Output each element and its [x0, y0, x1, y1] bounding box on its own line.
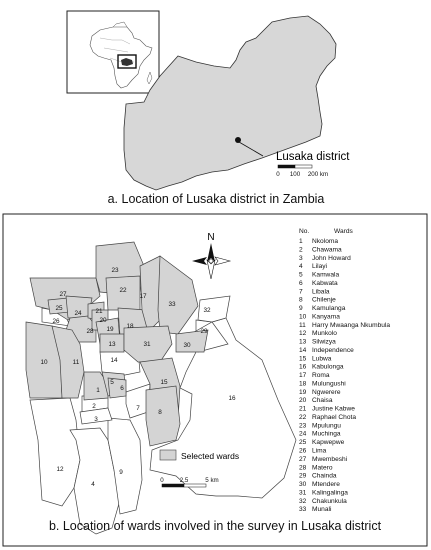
ward-table-name: Kabwata	[312, 279, 338, 287]
ward-table-no: 11	[299, 321, 306, 329]
map-legend	[160, 450, 239, 461]
ward-label-2: 2	[92, 403, 96, 410]
lusaka-district-marker	[235, 137, 241, 143]
caption-b: b. Location of wards involved in the survey in Lusaka district	[48, 519, 382, 533]
ward-table-no: 18	[299, 380, 307, 388]
ward-table-no: 32	[299, 497, 307, 505]
ward-label-16: 16	[228, 395, 236, 402]
top-scale-tick-0: 0	[276, 171, 280, 178]
ward-table-name: Roma	[312, 372, 330, 380]
ward-label-1: 1	[96, 387, 100, 394]
ward-table-no: 29	[299, 472, 307, 480]
caption-a: a. Location of Lusaka district in Zambia	[107, 192, 325, 206]
ward-label-8: 8	[158, 409, 162, 416]
ward-table-no: 26	[299, 447, 307, 455]
bottom-scale-tick-1: 2.5	[179, 477, 189, 484]
ward-label-3: 3	[94, 416, 98, 423]
ward-label-5: 5	[110, 379, 114, 386]
ward-table-name: Mulungushi	[312, 380, 346, 388]
ward-table-name: Munali	[312, 506, 332, 514]
ward-table-no: 1	[299, 238, 303, 245]
ward-table-name: Independence	[312, 346, 354, 354]
ward-table-no: 24	[299, 430, 307, 438]
ward-label-26: 26	[52, 318, 60, 325]
ward-label-22: 22	[119, 287, 127, 294]
ward-table-no: 23	[299, 422, 307, 430]
ward-table-no: 21	[299, 405, 307, 413]
ward-table-no: 4	[299, 263, 303, 271]
ward-table-no: 19	[299, 388, 307, 396]
top-scale-tick-1: 100	[289, 171, 301, 178]
ward-table-name: Matero	[312, 464, 333, 472]
legend-swatch	[160, 450, 176, 460]
ward-label-14: 14	[110, 357, 118, 364]
ward-label-31: 31	[143, 341, 151, 348]
ward-table-name: Nkoloma	[312, 238, 339, 245]
ward-table-no: 7	[299, 288, 303, 296]
ward-label-18: 18	[126, 323, 134, 330]
africa-inset	[67, 11, 159, 93]
ward-table-name: Kamwala	[312, 271, 340, 279]
ward-table-no: 16	[299, 363, 307, 371]
ward-table-name: Lima	[312, 447, 327, 455]
north-label: N	[207, 232, 215, 243]
ward-table-no: 28	[299, 464, 307, 472]
ward-label-33: 33	[168, 301, 176, 308]
ward-table-no: 14	[299, 346, 307, 354]
ward-table-name: Mwembeshi	[312, 455, 348, 463]
ward-label-27: 27	[59, 291, 67, 298]
ward-table-no: 20	[299, 397, 307, 405]
ward-table-name: Kamulanga	[312, 305, 346, 313]
ward-table-no: 25	[299, 439, 307, 447]
ward-label-23: 23	[111, 267, 119, 274]
ward-table-name: Ngwerere	[312, 388, 341, 396]
ward-table-header-no: No.	[299, 228, 310, 235]
ward-label-24: 24	[74, 310, 82, 317]
ward-table-name: Silwizya	[312, 338, 336, 346]
legend-label: Selected wards	[181, 451, 240, 461]
ward-table-no: 3	[299, 254, 303, 262]
ward-table-no: 22	[299, 413, 307, 421]
ward-table-name: Mpulungu	[312, 422, 341, 430]
ward-table-no: 17	[299, 372, 307, 380]
ward-table-no: 6	[299, 279, 303, 287]
ward-table-no: 9	[299, 305, 303, 313]
ward-label-12: 12	[56, 466, 64, 473]
ward-table-name: Chakunkula	[312, 497, 347, 505]
ward-table-name: Muchinga	[312, 430, 341, 438]
ward-table-name: Kabulonga	[312, 363, 344, 371]
ward-table-name: Kanyama	[312, 313, 340, 321]
ward-label-21: 21	[95, 308, 103, 315]
ward-table-name: Raphael Chota	[312, 413, 356, 421]
bottom-scale-tick-0: 0	[160, 477, 164, 484]
ward-label-30: 30	[183, 342, 191, 349]
ward-table-no: 8	[299, 296, 303, 304]
ward-table-header-name: Wards	[334, 228, 353, 235]
ward-table-no: 31	[299, 489, 307, 497]
ward-table-name: Chaisa	[312, 397, 333, 405]
ward-table-no: 33	[299, 506, 307, 514]
lusaka-district-label: Lusaka district	[276, 151, 350, 163]
ward-table-name: John Howard	[312, 254, 351, 262]
ward-table-name: Chilenje	[312, 296, 336, 304]
top-scale-tick-2: 200 km	[307, 171, 329, 178]
ward-label-17: 17	[139, 293, 147, 300]
ward-8-area	[146, 386, 180, 446]
ward-table-name: Mtendere	[312, 481, 340, 489]
ward-table-name: Justine Kabwe	[312, 405, 355, 413]
ward-table-name: Harry Mwaanga Nkumbula	[312, 321, 391, 329]
top-scale-bar	[276, 165, 328, 178]
ward-label-20: 20	[99, 317, 107, 324]
ward-table-no: 15	[299, 355, 307, 363]
ward-label-11: 11	[72, 359, 80, 366]
ward-label-29: 29	[200, 328, 208, 335]
ward-table-no: 12	[299, 330, 307, 338]
ward-table-name: Kalingalinga	[312, 489, 348, 497]
ward-table-no: 10	[299, 313, 307, 321]
ward-label-15: 15	[160, 379, 168, 386]
ward-table-name: Libala	[312, 288, 330, 296]
ward-label-6: 6	[120, 385, 124, 392]
ward-table-no: 27	[299, 455, 307, 463]
ward-label-4: 4	[91, 481, 95, 488]
ward-table-name: Kapwepwe	[312, 439, 345, 447]
ward-table-no: 5	[299, 271, 303, 279]
ward-label-19: 19	[106, 326, 114, 333]
ward-label-13: 13	[108, 341, 116, 348]
ward-table-no: 13	[299, 338, 307, 346]
ward-label-32: 32	[203, 307, 211, 314]
ward-table-no: 30	[299, 481, 307, 489]
ward-table-name: Chawama	[312, 246, 342, 254]
ward-table-name: Munkolo	[312, 330, 337, 338]
ward-table-name: Chainda	[312, 472, 337, 480]
ward-label-9: 9	[119, 469, 123, 476]
ward-label-10: 10	[40, 359, 48, 366]
ward-table-name: Lubwa	[312, 355, 332, 363]
ward-label-7: 7	[136, 405, 140, 412]
ward-label-25: 25	[55, 305, 63, 312]
bottom-scale-tick-2: 5 km	[205, 477, 219, 484]
ward-table-name: Lilayi	[312, 263, 328, 271]
ward-table-no: 2	[299, 246, 303, 254]
ward-label-28: 28	[86, 328, 94, 335]
